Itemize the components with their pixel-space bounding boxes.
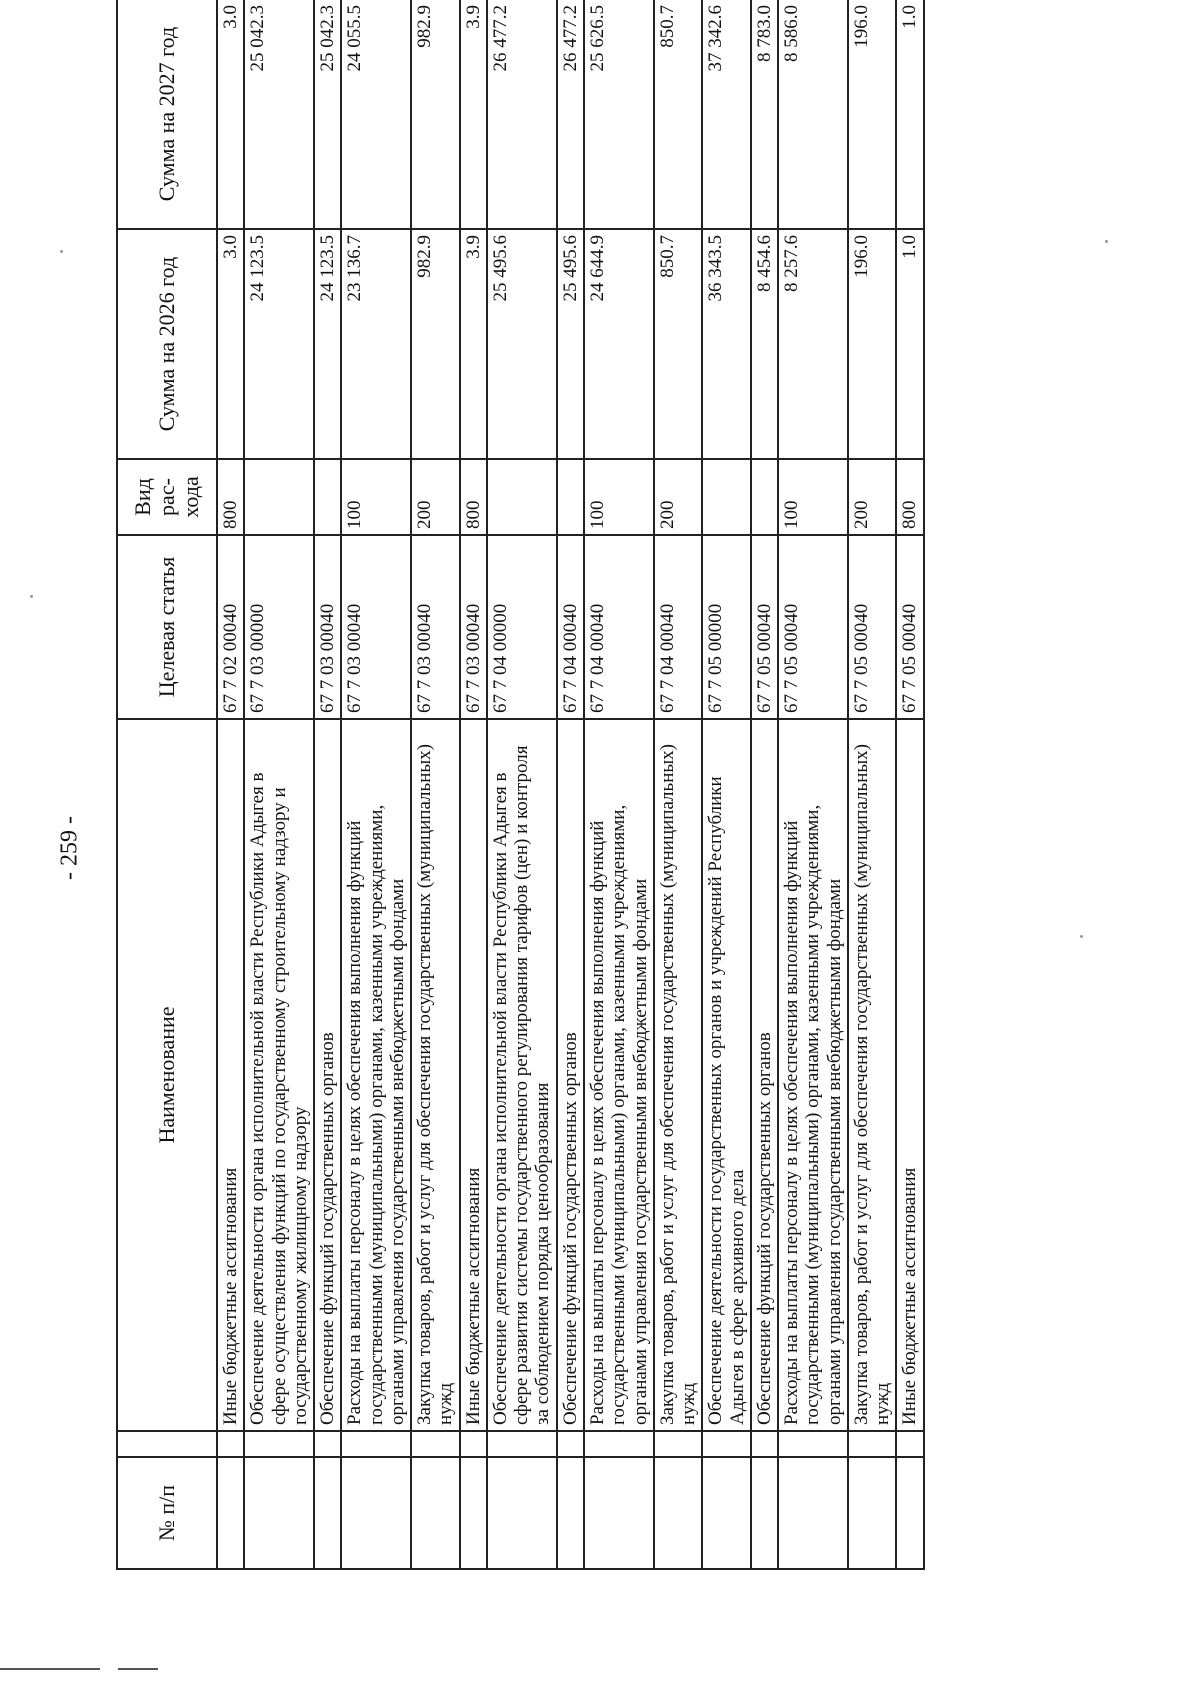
header-name: Наименование	[117, 719, 217, 1431]
table-row	[217, 0, 244, 1569]
row-target-cell: 67 7 02 00040	[217, 535, 244, 719]
row-type-cell: 100	[584, 459, 654, 535]
row-spacer-cell	[584, 1431, 654, 1457]
budget-table	[116, 0, 925, 1570]
row-no-cell	[778, 1457, 848, 1569]
row-type-cell	[487, 459, 557, 535]
table-header-row	[117, 0, 217, 1569]
row-sum-2026-cell: 3.0	[217, 229, 244, 459]
table-row	[314, 0, 341, 1569]
row-no-cell	[244, 1457, 314, 1569]
row-target-cell: 67 7 05 00000	[702, 535, 751, 719]
row-name-cell: Иные бюджетные ассигнования	[460, 719, 487, 1431]
scan-speck	[1105, 240, 1108, 243]
header-sum-2026: Сумма на 2026 год	[117, 229, 217, 459]
header-spacer	[117, 1431, 217, 1457]
row-type-cell	[702, 459, 751, 535]
row-sum-2027-cell: 196.0	[848, 0, 897, 229]
row-sum-2026-cell: 25 495.6	[557, 229, 584, 459]
row-sum-2026-cell: 23 136.7	[341, 229, 411, 459]
row-name-cell: Расходы на выплаты персоналу в целях обеспечения выполнения функций государственными (муниципальными) органами, казенными учреждениями, органами управления государственными внебюджетными фондами	[341, 719, 411, 1431]
table-row	[341, 0, 411, 1569]
row-target-cell: 67 7 05 00040	[896, 535, 923, 719]
row-no-cell	[341, 1457, 411, 1569]
row-no-cell	[487, 1457, 557, 1569]
row-type-cell	[314, 459, 341, 535]
row-spacer-cell	[411, 1431, 460, 1457]
row-spacer-cell	[848, 1431, 897, 1457]
row-name-cell: Закупка товаров, работ и услуг для обеспечения государственных (муниципальных) нужд	[411, 719, 460, 1431]
scan-speck	[1080, 935, 1083, 938]
row-sum-2026-cell: 850.7	[654, 229, 703, 459]
header-type: Вид рас-хода	[117, 459, 217, 535]
row-no-cell	[314, 1457, 341, 1569]
row-name-cell: Обеспечение функций государственных органов	[314, 719, 341, 1431]
row-sum-2026-cell: 36 343.5	[702, 229, 751, 459]
row-type-cell: 100	[341, 459, 411, 535]
row-target-cell: 67 7 05 00040	[751, 535, 778, 719]
table-row	[487, 0, 557, 1569]
row-sum-2027-cell: 3.9	[460, 0, 487, 229]
row-name-cell: Закупка товаров, работ и услуг для обеспечения государственных (муниципальных) нужд	[848, 719, 897, 1431]
table-row	[411, 0, 460, 1569]
row-target-cell: 67 7 03 00040	[341, 535, 411, 719]
row-name-cell: Расходы на выплаты персоналу в целях обеспечения выполнения функций государственными (муниципальными) органами, казенными учреждениями, органами управления государственными внебюджетными фондами	[584, 719, 654, 1431]
row-sum-2026-cell: 982.9	[411, 229, 460, 459]
row-type-cell: 200	[848, 459, 897, 535]
row-spacer-cell	[314, 1431, 341, 1457]
row-no-cell	[584, 1457, 654, 1569]
row-type-cell: 800	[896, 459, 923, 535]
row-sum-2027-cell: 24 055.5	[341, 0, 411, 229]
table-row	[584, 0, 654, 1569]
row-sum-2027-cell: 25 626.5	[584, 0, 654, 229]
row-sum-2027-cell: 26 477.2	[557, 0, 584, 229]
row-no-cell	[460, 1457, 487, 1569]
row-type-cell: 800	[217, 459, 244, 535]
scan-speck	[60, 250, 63, 253]
table-row	[460, 0, 487, 1569]
row-sum-2027-cell: 25 042.3	[314, 0, 341, 229]
row-no-cell	[654, 1457, 703, 1569]
table-row	[896, 0, 923, 1569]
row-spacer-cell	[654, 1431, 703, 1457]
row-target-cell: 67 7 04 00040	[557, 535, 584, 719]
row-name-cell: Обеспечение деятельности государственных органов и учреждений Республики Адыгея в сфере архивного дела	[702, 719, 751, 1431]
row-no-cell	[217, 1457, 244, 1569]
page-number: - 259 -	[56, 816, 83, 880]
row-target-cell: 67 7 05 00040	[778, 535, 848, 719]
row-spacer-cell	[751, 1431, 778, 1457]
row-sum-2026-cell: 8 454.6	[751, 229, 778, 459]
row-sum-2027-cell: 25 042.3	[244, 0, 314, 229]
row-sum-2027-cell: 8 586.0	[778, 0, 848, 229]
row-type-cell	[244, 459, 314, 535]
row-sum-2026-cell: 24 123.5	[314, 229, 341, 459]
row-spacer-cell	[460, 1431, 487, 1457]
table-row	[244, 0, 314, 1569]
row-no-cell	[702, 1457, 751, 1569]
row-sum-2026-cell: 196.0	[848, 229, 897, 459]
table-row	[654, 0, 703, 1569]
row-name-cell: Обеспечение деятельности органа исполнительной власти Республики Адыгея в сфере развития системы государственного регулирования тарифов (цен) и контроля за соблюдением порядка ценообразования	[487, 719, 557, 1431]
row-sum-2026-cell: 1.0	[896, 229, 923, 459]
row-target-cell: 67 7 04 00040	[584, 535, 654, 719]
row-target-cell: 67 7 03 00000	[244, 535, 314, 719]
row-target-cell: 67 7 05 00040	[848, 535, 897, 719]
row-sum-2026-cell: 8 257.6	[778, 229, 848, 459]
row-name-cell: Обеспечение функций государственных органов	[557, 719, 584, 1431]
scan-artifact-line	[118, 1668, 158, 1670]
row-name-cell: Обеспечение функций государственных органов	[751, 719, 778, 1431]
scan-speck	[30, 595, 33, 598]
row-no-cell	[411, 1457, 460, 1569]
table-row	[778, 0, 848, 1569]
row-target-cell: 67 7 04 00040	[654, 535, 703, 719]
row-type-cell	[557, 459, 584, 535]
table-row	[848, 0, 897, 1569]
row-type-cell: 100	[778, 459, 848, 535]
row-spacer-cell	[557, 1431, 584, 1457]
row-spacer-cell	[244, 1431, 314, 1457]
row-spacer-cell	[778, 1431, 848, 1457]
row-spacer-cell	[341, 1431, 411, 1457]
row-name-cell: Закупка товаров, работ и услуг для обеспечения государственных (муниципальных) нужд	[654, 719, 703, 1431]
row-sum-2027-cell: 1.0	[896, 0, 923, 229]
row-sum-2027-cell: 8 783.0	[751, 0, 778, 229]
row-sum-2026-cell: 24 644.9	[584, 229, 654, 459]
row-spacer-cell	[487, 1431, 557, 1457]
row-target-cell: 67 7 03 00040	[314, 535, 341, 719]
row-type-cell: 800	[460, 459, 487, 535]
row-no-cell	[848, 1457, 897, 1569]
table-row	[557, 0, 584, 1569]
row-no-cell	[896, 1457, 923, 1569]
row-type-cell	[751, 459, 778, 535]
row-name-cell: Иные бюджетные ассигнования	[896, 719, 923, 1431]
row-sum-2027-cell: 37 342.6	[702, 0, 751, 229]
row-sum-2027-cell: 850.7	[654, 0, 703, 229]
row-no-cell	[751, 1457, 778, 1569]
row-sum-2026-cell: 3.9	[460, 229, 487, 459]
row-sum-2027-cell: 3.0	[217, 0, 244, 229]
row-sum-2027-cell: 982.9	[411, 0, 460, 229]
row-spacer-cell	[217, 1431, 244, 1457]
header-target: Целевая статья	[117, 535, 217, 719]
row-sum-2026-cell: 24 123.5	[244, 229, 314, 459]
row-spacer-cell	[702, 1431, 751, 1457]
row-sum-2026-cell: 25 495.6	[487, 229, 557, 459]
row-spacer-cell	[896, 1431, 923, 1457]
row-no-cell	[557, 1457, 584, 1569]
row-name-cell: Расходы на выплаты персоналу в целях обеспечения выполнения функций государственными (муниципальными) органами, казенными учреждениями, органами управления государственными внебюджетными фондами	[778, 719, 848, 1431]
row-sum-2027-cell: 26 477.2	[487, 0, 557, 229]
header-sum-2027: Сумма на 2027 год	[117, 0, 217, 229]
table-row	[751, 0, 778, 1569]
row-type-cell: 200	[654, 459, 703, 535]
budget-table-rotated	[116, 0, 1071, 1570]
row-name-cell: Обеспечение деятельности органа исполнительной власти Республики Адыгея в сфере осуществления функций по государственному строительному надзору и государственному жилищному надзору	[244, 719, 314, 1431]
row-target-cell: 67 7 04 00000	[487, 535, 557, 719]
header-no: № п/п	[117, 1457, 217, 1569]
row-type-cell: 200	[411, 459, 460, 535]
table-row	[702, 0, 751, 1569]
row-target-cell: 67 7 03 00040	[460, 535, 487, 719]
row-target-cell: 67 7 03 00040	[411, 535, 460, 719]
scan-artifact-line	[0, 1668, 100, 1670]
row-name-cell: Иные бюджетные ассигнования	[217, 719, 244, 1431]
